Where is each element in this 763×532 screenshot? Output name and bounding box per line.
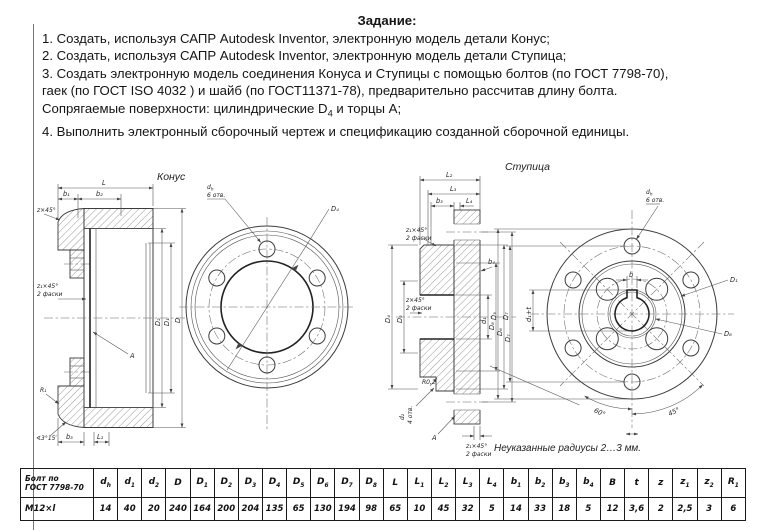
table-cell: 18 xyxy=(552,498,576,521)
hub-bottom-chamfer-label: z₁×45° xyxy=(466,443,488,450)
table-header-cell: $L_2$ xyxy=(431,469,455,498)
table-cell: 135 xyxy=(262,498,286,521)
table-cell: 98 xyxy=(359,498,383,521)
table-header-cell: $L_1$ xyxy=(407,469,431,498)
table-header-cell: $d_2$ xyxy=(142,469,166,498)
task-line-4: Сопрягаемые поверхности: цилиндрические $D_4$ и торцы А; xyxy=(42,100,402,119)
hub-chamfer-z-note: 2 фаски xyxy=(406,305,432,312)
table-header-cell: $D_5$ xyxy=(287,469,311,498)
hub-front-D1-label: D₁ xyxy=(730,276,738,284)
table-header-bolt: Болт по ГОСТ 7798-70 xyxy=(21,469,94,498)
task-block xyxy=(42,12,742,141)
cone-rim-top-section xyxy=(58,209,84,251)
hub-front-dim-D7: D₇ xyxy=(502,312,510,320)
cone-surface-A-label: A xyxy=(130,352,135,360)
hub-dim-d1-plus-t: d₁+t xyxy=(525,307,533,322)
hub-front-drawing xyxy=(490,188,756,450)
hub-holes-dh-label: $d_h$ xyxy=(646,189,653,197)
table-header-cell: $L_4$ xyxy=(480,469,504,498)
hub-dim-D8: D₈ xyxy=(488,322,496,330)
table-cell: 45 xyxy=(431,498,455,521)
hub-dim-b: b xyxy=(629,271,634,279)
table-value-row xyxy=(21,498,746,521)
cone-front-D4-label: D₄ xyxy=(331,205,339,213)
table-header-cell: L xyxy=(383,469,407,498)
table-cell: 14 xyxy=(94,498,118,521)
cone-D4-arrow-1 xyxy=(292,265,299,272)
table-cell: 33 xyxy=(528,498,552,521)
table-header-cell: $b_3$ xyxy=(552,469,576,498)
table-cell: 130 xyxy=(311,498,335,521)
cone-title: Конус xyxy=(157,171,186,183)
cone-D4-arrow-2 xyxy=(236,342,243,349)
hub-dim-d1: d₁ xyxy=(480,317,488,324)
table-header-cell: $D_3$ xyxy=(238,469,262,498)
dimension-table xyxy=(20,468,746,521)
table-cell: 2 xyxy=(649,498,673,521)
table-cell: 2,5 xyxy=(673,498,697,521)
cone-radius-R1-label: R₁ xyxy=(40,387,47,394)
table-cell: 3 xyxy=(697,498,721,521)
cone-holes-count-label: 6 отв. xyxy=(207,192,226,199)
table-cell: 10 xyxy=(407,498,431,521)
page-left-border xyxy=(33,24,34,530)
task-line-1: 1. Создать, используя САПР Autodesk Inventor, электронную модель детали Конус; xyxy=(42,30,550,46)
hub-dim-b3: b₃ xyxy=(436,197,443,205)
table-cell: 3,6 xyxy=(625,498,649,521)
cone-section-drawing xyxy=(36,170,192,462)
cone-dim-b1: b₁ xyxy=(63,190,70,198)
cone-holes-dh-label: $d_h$ xyxy=(207,184,214,192)
cone-wall-bottom-section xyxy=(84,408,153,428)
cone-chamfer-z-label: z×45° xyxy=(37,207,56,214)
table-cell: 65 xyxy=(383,498,407,521)
hub-surface-A-label: A xyxy=(432,434,437,442)
radii-note: Неуказанные радиусы 2…3 мм. xyxy=(494,443,642,454)
table-header-cell: $b_2$ xyxy=(528,469,552,498)
table-cell: 12 xyxy=(600,498,624,521)
cone-dim-D2: D₂ xyxy=(154,318,162,326)
table-cell: 14 xyxy=(504,498,528,521)
cone-wall-top-section xyxy=(84,209,153,229)
cone-dim-D1: D₁ xyxy=(163,318,171,326)
hub-dim-L4: L₄ xyxy=(466,197,473,205)
cone-taper-angle-label: ∢3°15′ xyxy=(36,435,57,442)
task-title: Задание: xyxy=(357,13,417,28)
hub-angle-45-label: 45° xyxy=(666,405,681,418)
task-line-5: 4. Выполнить электронный сборочный чертеж и спецификацию созданной сборочной единицы. xyxy=(42,124,630,140)
table-cell: 6 xyxy=(721,498,745,521)
hub-chamfer-z-label: z×45° xyxy=(406,297,425,304)
hub-bottom-chamfer-note: 2 фаски xyxy=(466,451,492,458)
table-header-cell: $R_1$ xyxy=(721,469,745,498)
hub-dim-D6: D₆ xyxy=(496,328,504,336)
table-header-cell: z xyxy=(649,469,673,498)
table-cell: 240 xyxy=(166,498,190,521)
table-header-cell: $z_1$ xyxy=(673,469,697,498)
table-cell: 164 xyxy=(190,498,214,521)
table-header-cell: B xyxy=(600,469,624,498)
cone-dim-b3: b₃ xyxy=(66,433,73,441)
table-header-cell: $b_4$ xyxy=(576,469,600,498)
hub-dim-D5: D₅ xyxy=(396,315,404,323)
table-header-cell: $b_1$ xyxy=(504,469,528,498)
table-header-cell: $z_2$ xyxy=(697,469,721,498)
cone-dim-L1: L₁ xyxy=(97,433,104,441)
task-line-3b: гаек (по ГОСТ ISO 4032 ) и шайб (по ГОСТ11371-78), предварительно рассчитав длину болта. xyxy=(42,83,618,99)
cone-dim-D: D xyxy=(174,317,182,323)
cone-dim-b2: b₂ xyxy=(96,190,103,198)
table-header-cell: D xyxy=(166,469,190,498)
table-header-row xyxy=(21,469,746,498)
table-header-cell: t xyxy=(625,469,649,498)
hub-dim-L3: L₃ xyxy=(450,185,457,193)
table-header-cell: $D_1$ xyxy=(190,469,214,498)
table-cell: 65 xyxy=(287,498,311,521)
hub-radius-R02-label: R0,2 xyxy=(422,379,436,386)
hub-front-D8-label: D₈ xyxy=(724,330,732,338)
hub-holes-d2-count: 4 отв. xyxy=(407,405,414,424)
task-line-3a: 3. Создать электронную модель соединения Конуса и Ступицы с помощью болтов (по ГОСТ 7798-70), xyxy=(42,65,669,81)
cone-chamfer-z1-note: 2 фаски xyxy=(37,291,63,298)
hub-holes-count-label: 6 отв. xyxy=(646,197,665,204)
table-header-cell: $D_2$ xyxy=(214,469,238,498)
hub-chamfer-z1-note: 2 фаски xyxy=(406,235,432,242)
table-cell: 200 xyxy=(214,498,238,521)
table-cell: 32 xyxy=(456,498,480,521)
table-header-cell: $d_h$ xyxy=(94,469,118,498)
hub-angle-60-label: 60° xyxy=(592,406,607,419)
table-header-cell: $D_8$ xyxy=(359,469,383,498)
task-line-2: 2. Создать, используя САПР Autodesk Inventor, электронную модель детали Ступица; xyxy=(42,48,567,64)
hub-dim-b4: b₄ xyxy=(488,258,495,266)
hub-title: Ступица xyxy=(505,161,550,173)
table-header-cell: $D_6$ xyxy=(311,469,335,498)
hub-chamfer-z1-label: z₁×45° xyxy=(406,227,428,234)
table-cell: 5 xyxy=(480,498,504,521)
table-cell: 5 xyxy=(576,498,600,521)
cone-dim-L: L xyxy=(102,179,106,187)
hub-dim-D4: D₄ xyxy=(384,315,392,323)
hub-dim-D7: D₇ xyxy=(504,334,512,342)
table-header-cell: $d_1$ xyxy=(118,469,142,498)
cone-rim-bottom-section xyxy=(58,386,84,428)
hub-front-dim-D3: D₃ xyxy=(490,312,498,320)
table-cell-bolt-size: M12×l xyxy=(21,498,94,521)
hub-boss-top-section xyxy=(420,245,454,295)
table-header-cell: $L_3$ xyxy=(456,469,480,498)
table-header-cell: $D_7$ xyxy=(335,469,359,498)
hub-dim-L2: L₂ xyxy=(446,171,453,179)
table-cell: 20 xyxy=(142,498,166,521)
cone-chamfer-z1-label: z₁×45° xyxy=(37,283,59,290)
cone-front-drawing xyxy=(183,183,353,433)
table-cell: 40 xyxy=(118,498,142,521)
table-cell: 194 xyxy=(335,498,359,521)
table-cell: 204 xyxy=(238,498,262,521)
table-header-cell: $D_4$ xyxy=(262,469,286,498)
hub-holes-d2-label: d₂ xyxy=(399,413,406,420)
